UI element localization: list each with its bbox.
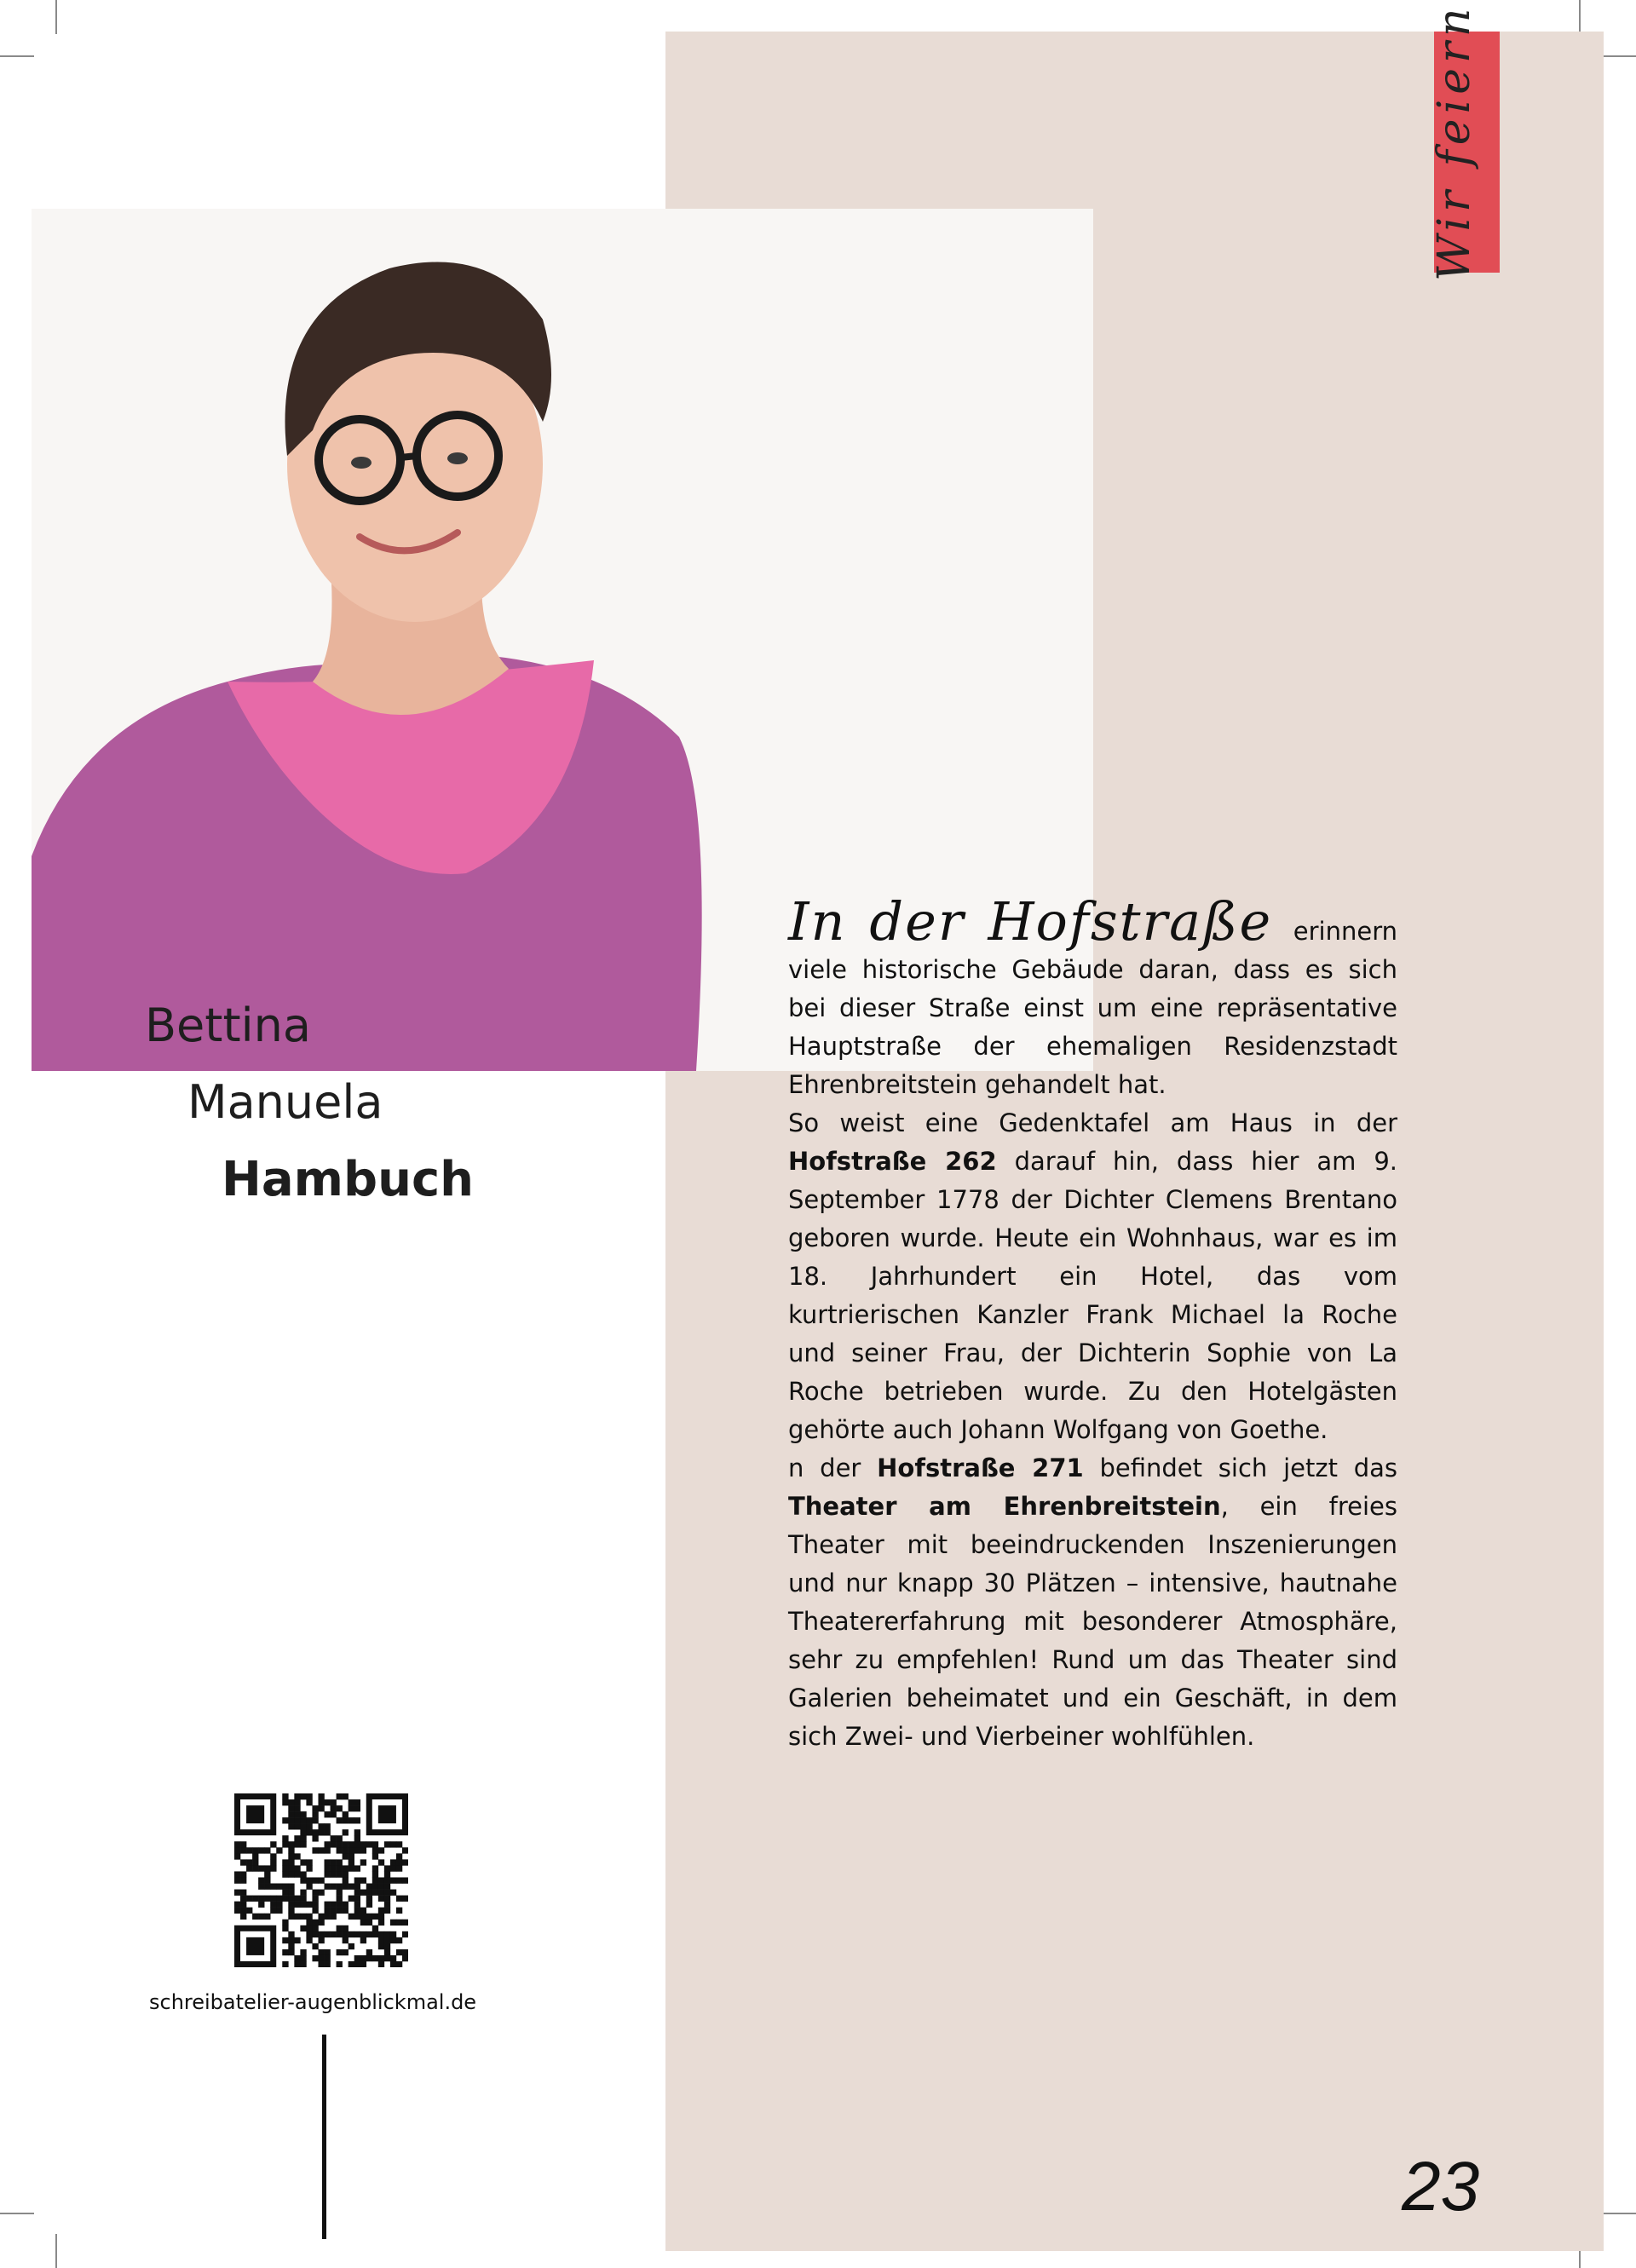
article-p1: erinnern viele historische Gebäude daran, dass es sich bei dieser Straße einst um eine repräsentative Hauptstraße der ehemaligen Residenzstadt Ehrenbreitstein gehandelt hat. <box>788 917 1398 1099</box>
crop-mark <box>0 55 34 57</box>
article-paragraph <box>788 1104 1397 1449</box>
crop-mark <box>55 2234 57 2268</box>
page-number: 23 <box>1402 2148 1480 2225</box>
address-262: Hofstraße 262 <box>788 1147 997 1176</box>
crop-mark <box>1579 0 1581 34</box>
article-paragraph <box>788 1449 1397 1756</box>
tagline-prefix: Wir feiern <box>1429 3 1480 281</box>
article-p2-b: darauf hin, dass hier am 9. September 1778 der Dichter Clemens Brentano geboren wurde. Heute ein Wohnhaus, war es im 18. Jahrhundert ein Hotel, das vom kurtrierischen Kanzler Frank Michael la Roche und seiner Frau, der Dichterin Sophie von La Roche betrieben wurde. Zu den Hotelgästen gehörte auch Johann Wolfgang von Goethe. <box>788 1147 1397 1444</box>
theater-name: Theater am Ehrenbreitstein <box>788 1492 1221 1521</box>
author-first-name: Bettina <box>145 999 311 1052</box>
article-body <box>788 890 1398 1756</box>
qr-graphic <box>234 1793 408 1967</box>
crop-mark <box>0 2213 34 2214</box>
crop-mark <box>55 0 57 34</box>
anniversary-tagline <box>1429 0 1480 281</box>
article-p3-b: befindet sich jetzt das <box>1099 1453 1398 1482</box>
article-p3-c: , ein freies Theater mit beeindruckenden Inszenierungen und nur knapp 30 Plätzen – intensive, hautnahe Theatererfahrung mit besonderer Atmosphäre, sehr zu empfehlen! Rund um das Theater sind Galerien beheimatet und ein Geschäft, in dem sich Zwei- und Vierbeiner wohlfühlen. <box>788 1492 1397 1751</box>
website-url: schreibatelier-augenblickmal.de <box>149 1990 477 2014</box>
qr-code-icon[interactable] <box>234 1793 408 1967</box>
article-lead: In der Hofstraße <box>788 890 1273 953</box>
address-271: Hofstraße 271 <box>877 1453 1084 1482</box>
author-last-name: Hambuch <box>222 1152 475 1207</box>
author-middle-name: Manuela <box>187 1075 383 1129</box>
article-p2-a: So weist eine Gedenktafel am Haus in der <box>788 1108 1397 1137</box>
crop-mark <box>1602 55 1636 57</box>
article-paragraph <box>788 890 1398 1104</box>
article-p3-a: n der <box>788 1453 861 1482</box>
crop-mark <box>1602 2213 1636 2214</box>
vertical-divider <box>322 2035 326 2239</box>
